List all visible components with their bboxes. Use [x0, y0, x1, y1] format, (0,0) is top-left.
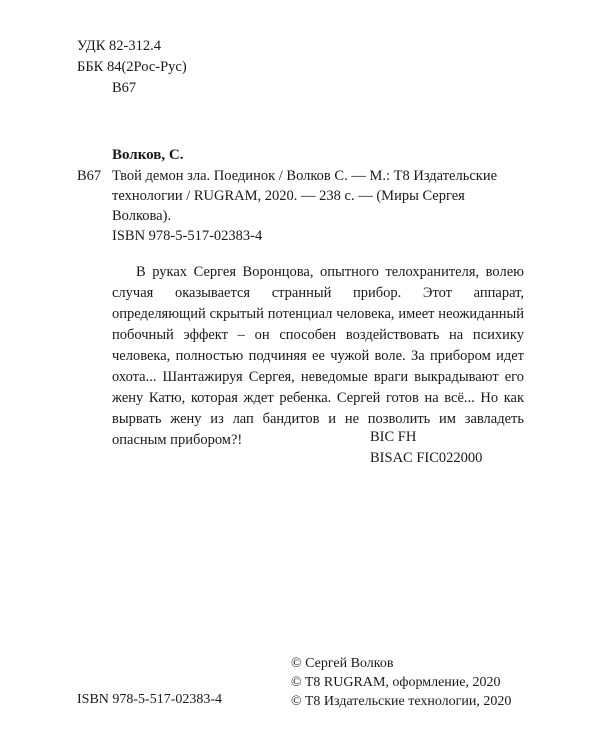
- copyright-block: [291, 654, 511, 711]
- author-heading: Волков, С.: [112, 147, 184, 163]
- bic-code: BIC FH: [370, 429, 417, 445]
- copyright-line-author: © Сергей Волков: [291, 656, 394, 671]
- isbn-entry: ISBN 978-5-517-02383-4: [112, 228, 263, 244]
- udk-code: УДК 82-312.4: [77, 38, 161, 54]
- annotation-text: В руках Сергея Воронцова, опытного телохранителя, волею случая оказывается странный прибор. Этот аппарат, определяющий скрытый потенциал человека, имеет неожиданный побочный эффект – он способен воздействовать на психику человека, полностью подчиняя ее чужой воле. За прибором идет охота... Шантажируя Сергея, неведомые враги выкрадывают его жену Катю, которая ждет ребенка. Сергей готов на всё... Но как вырвать жену из лап бандитов и не позволить им завладеть опасным прибором?!: [112, 264, 524, 448]
- bibliographic-description: Твой демон зла. Поединок / Волков С. — М.: T8 Издательские технологии / RUGRAM, 2020. — 238 с. — (Миры Сергея Волкова).: [112, 168, 498, 224]
- author-mark-code: В67: [112, 80, 137, 96]
- isbn-footer: ISBN 978-5-517-02383-4: [77, 692, 223, 707]
- bisac-code: BISAC FIC022000: [370, 450, 483, 466]
- copyright-line-publisher: © T8 Издательские технологии, 2020: [291, 694, 512, 709]
- side-author-mark: В67: [77, 168, 102, 184]
- copyright-line-design: © T8 RUGRAM, оформление, 2020: [291, 675, 501, 690]
- bbk-code: ББК 84(2Рос-Рус): [77, 59, 187, 75]
